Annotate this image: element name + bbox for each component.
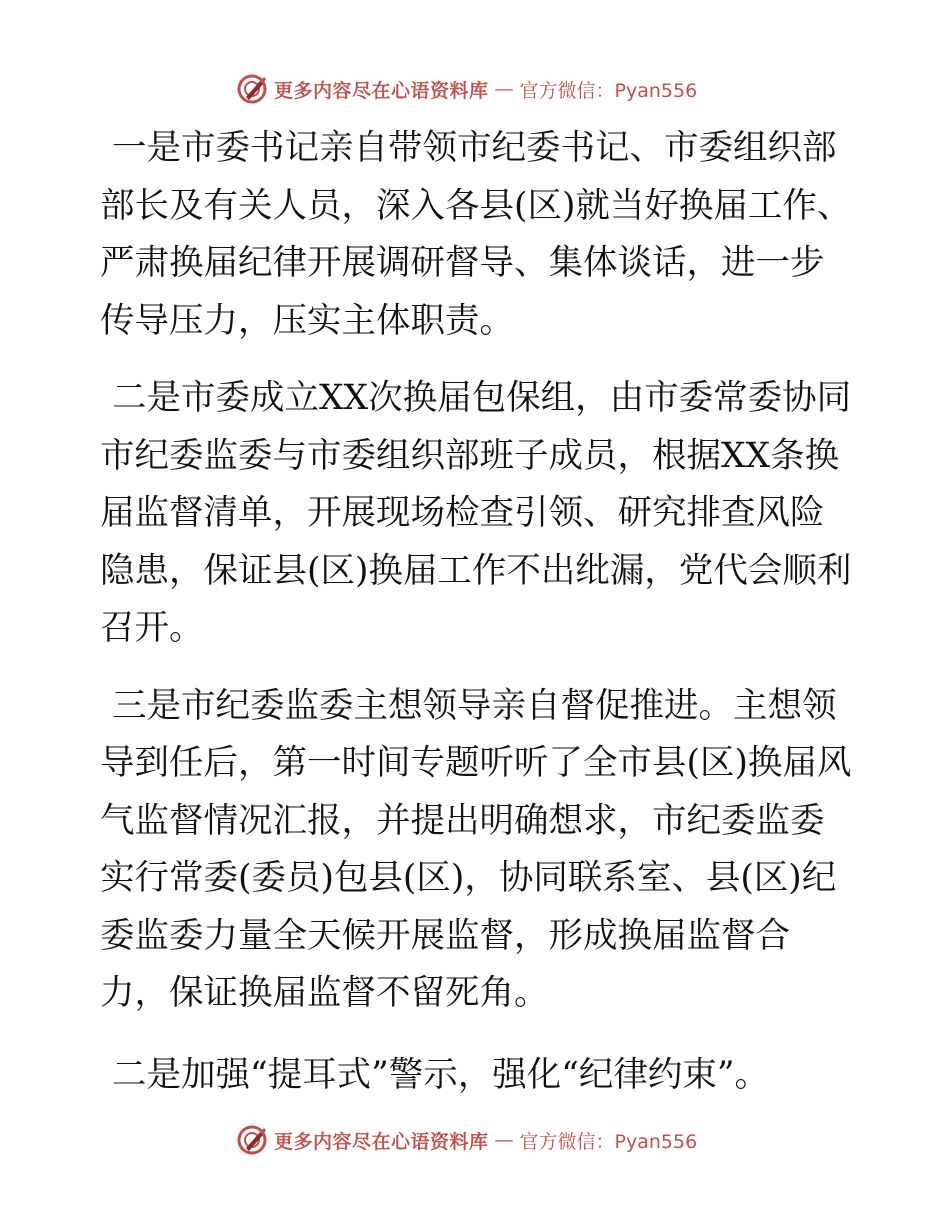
paragraph-3: 三是市纪委监委主想领导亲自督促推进。主想领导到任后，第一时间专题听听了全市县(区)换届风气监督情况汇报，并提出明确想求，市纪委监委实行常委(委员)包县(区)，协同联系室、县(区)纪委监委力量全天候开展监督，形成换届监督合力，保证换届监督不留死角。 (100, 685, 852, 1013)
document-body (100, 120, 852, 1124)
watermark-dash: — (494, 1129, 514, 1151)
logo-icon (236, 1124, 268, 1156)
paragraph-1: 一是市委书记亲自带领市纪委书记、市委组织部部长及有关人员，深入各县(区)就当好换届工作、严肃换届纪律开展调研督导、集体谈话，进一步传导压力，压实主体职责。 (100, 128, 852, 341)
watermark-dash: — (494, 78, 514, 100)
logo-icon (236, 73, 268, 105)
watermark-text: 更多内容尽在心语资料库 (274, 79, 489, 102)
paragraph-4: 二是加强“提耳式”警示，强化“纪律约束”。 (112, 1054, 770, 1095)
watermark-header (236, 72, 697, 106)
watermark-wechat: 官方微信：Pyan556 (519, 79, 698, 102)
watermark-text: 更多内容尽在心语资料库 (274, 1130, 489, 1153)
paragraph-2: 二是市委成立XX次换届包保组，由市委常委协同市纪委监委与市委组织部班子成员，根据XX条换届监督清单，开展现场检查引领、研究排查风险隐患，保证县(区)换届工作不出纰漏，党代会顺利召开。 (100, 378, 852, 648)
watermark-footer (236, 1123, 697, 1157)
watermark-wechat: 官方微信：Pyan556 (519, 1130, 698, 1153)
